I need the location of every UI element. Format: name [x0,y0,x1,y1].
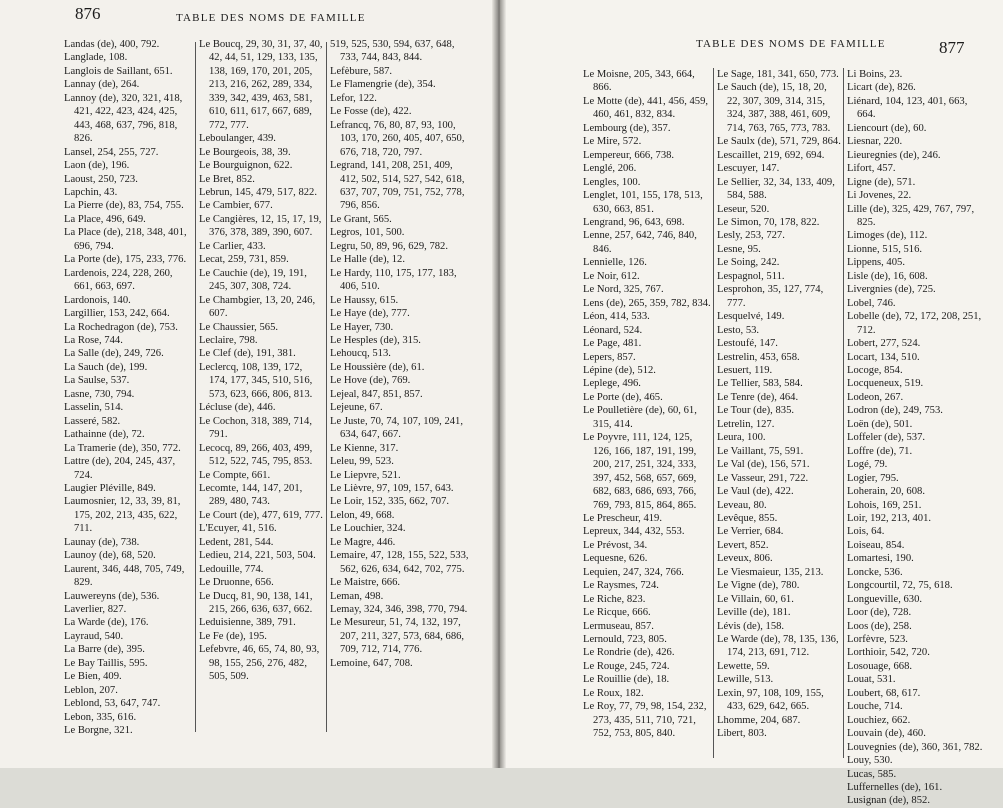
index-entry: Le Cangières, 12, 15, 17, 19, 376, 378, 389, 390, 607. [199,213,322,239]
index-entry: Louvegnies (de), 360, 361, 782. [847,741,983,753]
index-entry: Lewille, 513. [717,674,774,686]
index-entry: Lobelle (de), 72, 172, 208, 251, 712. [847,311,982,336]
index-entry: Le Riche, 823. [583,593,646,605]
index-entry: Li Jovenes, 22. [847,190,912,202]
index-entry: Loiseau, 854. [847,539,905,551]
index-entry: Le Borgne, 321. [64,725,133,737]
index-entry: La Porte (de), 175, 233, 776. [64,254,187,266]
index-entry: Lansel, 254, 255, 727. [64,146,159,158]
index-entry: Lapchin, 43. [64,186,118,198]
column-divider [713,68,714,758]
index-entry: Le Fosse (de), 422. [330,106,412,118]
index-entry: Locoge, 854. [847,364,903,376]
index-entry: Le Sauch (de), 15, 18, 20, 22, 307, 309, 314, 315, 324, 387, 388, 461, 609, 714, 763, 765, 773, 783. [717,82,831,134]
index-entry: Leplege, 496. [583,378,641,390]
index-entry: Lisle (de), 16, 608. [847,270,928,282]
index-entry: Leseur, 520. [717,203,770,215]
index-entry: Loffeler (de), 537. [847,432,926,444]
index-entry: Le Halle (de), 12. [330,254,406,266]
index-entry: Lestoufé, 147. [717,338,778,350]
index-entry: Letrelin, 127. [717,418,775,430]
index-column [847,68,987,807]
index-entry: Legros, 101, 500. [330,227,405,239]
index-entry: Lernould, 723, 805. [583,634,667,646]
index-column [199,38,323,768]
index-entry: Lequesne, 626. [583,553,648,565]
index-entry: Lepreux, 344, 432, 553. [583,526,685,538]
index-entry: Lehoucq, 513. [330,348,391,360]
index-entry: Le Noir, 612. [583,270,640,282]
index-entry: Le Raysmes, 724. [583,580,659,592]
index-entry: Lobert, 277, 524. [847,338,921,350]
index-entry: Lobel, 746. [847,297,896,309]
index-entry: Launoy (de), 68, 520. [64,550,156,562]
index-entry: Legru, 50, 89, 96, 629, 782. [330,240,448,252]
index-entry: Lasseré, 582. [64,415,121,427]
right-page [498,0,1003,807]
index-entry: Lécluse (de), 446. [199,402,276,414]
index-entry: Lewette, 59. [717,660,770,672]
column-divider [843,68,844,758]
index-entry: Loubert, 68, 617. [847,687,921,699]
index-entry: Levert, 852. [717,539,769,551]
running-head: TABLE DES NOMS DE FAMILLE [176,12,366,24]
index-entry: Le Prescheur, 419. [583,512,663,524]
index-entry: Launay (de), 738. [64,536,140,548]
index-entry: Le Mire, 572. [583,136,642,148]
index-entry: Lesuert, 119. [717,364,773,376]
index-entry: Limoges (de), 112. [847,230,928,242]
index-entry: Louy, 530. [847,755,893,767]
index-entry: Lenne, 257, 642, 746, 840, 846. [583,230,697,255]
running-head: TABLE DES NOMS DE FAMILLE [696,38,886,50]
index-entry: Lebon, 335, 616. [64,711,137,723]
index-entry: Le Roy, 77, 79, 98, 154, 232, 273, 435, 511, 710, 721, 752, 753, 805, 840. [583,701,707,740]
index-entry: Li Boins, 23. [847,69,903,80]
index-entry: Le Court (de), 477, 619, 777. [199,509,323,521]
index-entry: Leleu, 99, 523. [330,456,394,468]
index-entry: Lennielle, 126. [583,257,647,269]
index-entry: Leduisienne, 389, 791. [199,617,296,629]
book-gutter [492,0,506,768]
left-page [0,0,498,768]
index-entry: Le Fe (de), 195. [199,630,267,642]
index-entry: Leveux, 806. [717,553,773,565]
index-entry: Le Poyvre, 111, 124, 125, 126, 166, 187, 191, 199, 200, 217, 251, 324, 333, 397, 452, 568, 657, 669, 682, 683, 686, 693, 766, 769, 793, 815, 864, 865. [583,432,697,511]
index-entry: Lemay, 324, 346, 398, 770, 794. [330,604,468,616]
index-entry: Le Boucq, 29, 30, 31, 37, 40, 42, 44, 51, 129, 133, 135, 138, 169, 170, 201, 205, 213, 216, 262, 289, 334, 339, 342, 439, 463, 581, 610, 611, 617, 667, 689, 772, 777. [199,39,323,131]
index-entry: Le Haye (de), 777. [330,308,410,320]
index-entry: Lille (de), 325, 429, 767, 797, 825. [847,203,975,228]
index-entry: Le Hesples (de), 315. [330,334,421,346]
index-entry: Lengles, 100. [583,176,641,188]
index-entry: Le Prévost, 34. [583,539,648,551]
index-entry: La Salle (de), 249, 726. [64,348,164,360]
index-entry: Ledent, 281, 544. [199,536,274,548]
index-entry: Le Haussy, 615. [330,294,399,306]
page-number: 876 [75,4,101,23]
index-entry: Lebrun, 145, 479, 517, 822. [199,186,317,198]
index-entry: Lesne, 95. [717,243,761,255]
index-entry: Lannoy (de), 320, 321, 418, 421, 422, 423, 424, 425, 443, 468, 637, 796, 818, 826. [64,92,183,145]
index-entry: Le Juste, 70, 74, 107, 109, 241, 634, 647, 667. [330,415,464,441]
index-entry: Le Louchier, 324. [330,523,406,535]
index-entry: La Rochedragon (de), 753. [64,321,178,333]
index-entry: Le Hove (de), 769. [330,375,411,387]
index-entry: Le Bay Taillis, 595. [64,657,148,669]
index-entry: Le Houssière (de), 61. [330,361,425,373]
index-entry: Le Clef (de), 191, 381. [199,348,296,360]
index-entry: Le Bret, 852. [199,173,255,185]
index-entry: Le Vasseur, 291, 722. [717,472,809,484]
index-entry: Libert, 803. [717,728,767,740]
index-entry: Lannay (de), 264. [64,79,140,91]
index-entry: Lois, 64. [847,526,885,538]
index-entry: Léonard, 524. [583,324,643,336]
index-entry: Leblon, 207. [64,684,118,696]
index-entry: 519, 525, 530, 594, 637, 648, 733, 744, 843, 844. [330,39,455,64]
index-entry: Lestrelin, 453, 658. [717,351,800,363]
index-entry: Le Moisne, 205, 343, 664, 866. [583,69,695,94]
index-entry: La Warde (de), 176. [64,617,149,629]
index-entry: Loir, 192, 213, 401. [847,512,932,524]
index-entry: Losouage, 668. [847,660,913,672]
index-entry: Le Val (de), 156, 571. [717,459,810,471]
index-entry: Le Rouillie (de), 18. [583,674,670,686]
index-entry: Laumosnier, 12, 33, 39, 81, 175, 202, 213, 435, 622, 711. [64,496,181,535]
index-entry: Le Motte (de), 441, 456, 459, 460, 461, 832, 834. [583,95,709,121]
index-entry: Le Tenre (de), 464. [717,391,799,403]
index-entry: Lionne, 515, 516. [847,243,923,255]
index-entry: Lippens, 405. [847,257,905,269]
index-entry: La Sauch (de), 199. [64,361,148,373]
index-entry: Le Tour (de), 835. [717,405,795,417]
index-entry: Lusignan (de), 852. [847,795,930,807]
index-entry: Le Mesureur, 51, 74, 132, 197, 207, 211, 327, 573, 684, 686, 709, 712, 714, 776. [330,617,465,656]
index-entry: Le Chambgier, 13, 20, 246, 607. [199,294,316,320]
index-entry: Lauwereyns (de), 536. [64,590,160,602]
index-entry: Le Saulx (de), 571, 729, 864. [717,136,841,148]
index-entry: Longcourtil, 72, 75, 618. [847,580,953,592]
index-entry: Lermuseau, 857. [583,620,654,632]
index-entry: Liesnar, 220. [847,136,903,148]
index-entry: Lohois, 169, 251. [847,499,922,511]
index-entry: Liénard, 104, 123, 401, 663, 664. [847,95,968,121]
index-entry: Luffernelles (de), 161. [847,782,943,794]
index-entry: Lembourg (de), 357. [583,122,671,134]
index-entry: Le Loir, 152, 335, 662, 707. [330,496,450,508]
index-entry: Le Maistre, 666. [330,577,401,589]
index-entry: Le Nord, 325, 767. [583,284,664,296]
index-entry: La Tramerie (de), 350, 772. [64,442,181,454]
index-entry: Loherain, 20, 608. [847,486,925,498]
column-divider [326,42,327,732]
index-entry: Ligne (de), 571. [847,176,916,188]
index-entry: Lucas, 585. [847,768,897,780]
index-entry: Le Roux, 182. [583,687,644,699]
index-entry: Loffre (de), 71. [847,445,913,457]
index-entry: Lardonois, 140. [64,294,131,306]
index-entry: Lardenois, 224, 228, 260, 661, 663, 697. [64,267,173,293]
index-entry: Le Warde (de), 78, 135, 136, 174, 213, 691, 712. [717,634,839,659]
index-entry: La Place (de), 218, 348, 401, 696, 794. [64,227,187,252]
index-entry: Lefrancq, 76, 80, 87, 93, 100, 103, 170, 260, 405, 407, 650, 676, 718, 720, 797. [330,119,465,158]
index-entry: Le Flamengrie (de), 354. [330,79,436,91]
index-entry: Le Verrier, 684. [717,526,784,538]
index-entry: Le Magre, 446. [330,536,396,548]
index-entry: Lejeal, 847, 851, 857. [330,388,423,400]
index-entry: Le Bourgeois, 38, 39. [199,146,291,158]
index-entry: Ledouille, 774. [199,563,264,575]
index-entry: Le Ducq, 81, 90, 138, 141, 215, 266, 636, 637, 662. [199,590,313,616]
index-entry: Le Lièvre, 97, 109, 157, 643. [330,482,454,494]
index-entry: Le Bien, 409. [64,671,122,683]
index-entry: Louchiez, 662. [847,714,911,726]
index-entry: Leclaire, 798. [199,334,258,346]
index-entry: Leura, 100. [717,432,766,444]
index-entry: Lenglet, 101, 155, 178, 513, 630, 663, 851. [583,190,703,215]
index-entry: Le Kienne, 317. [330,442,399,454]
index-entry: Le Tellier, 583, 584. [717,378,803,390]
index-entry: Le Hardy, 110, 175, 177, 183, 406, 510. [330,267,457,293]
index-entry: Lengrand, 96, 643, 698. [583,216,685,228]
index-entry: Lempereur, 666, 738. [583,149,675,161]
index-column [583,68,711,768]
index-entry: Leblond, 53, 647, 747. [64,698,161,710]
index-entry: Laverlier, 827. [64,604,127,616]
index-entry: Leman, 498. [330,590,384,602]
index-entry: Logé, 79. [847,459,888,471]
index-entry: Le Poulletière (de), 60, 61, 315, 414. [583,405,697,430]
index-entry: Lattre (de), 204, 245, 437, 724. [64,456,176,481]
index-entry: Le Rouge, 245, 724. [583,660,670,672]
index-entry: La Rose, 744. [64,334,123,346]
index-entry: Louat, 531. [847,674,896,686]
index-entry: Longueville, 630. [847,593,923,605]
index-entry: Le Compte, 661. [199,469,271,481]
index-entry: Le Ricque, 666. [583,607,651,619]
index-entry: Le Liepvre, 521. [330,469,401,481]
index-entry: L'Ecuyer, 41, 516. [199,523,277,535]
index-entry: Leboulanger, 439. [199,133,276,145]
index-entry: Lieuregnies (de), 246. [847,149,941,161]
index-column [330,38,470,768]
index-entry: Lorfèvre, 523. [847,634,908,646]
index-column [717,68,841,768]
index-entry: Le Hayer, 730. [330,321,394,333]
index-entry: Laon (de), 196. [64,160,130,172]
index-entry: Livergnies (de), 725. [847,284,936,296]
index-entry: Landas (de), 400, 792. [64,39,160,50]
index-entry: Lecomte, 144, 147, 201, 289, 480, 743. [199,482,303,508]
index-entry: Le Grant, 565. [330,213,392,225]
index-entry: Langlade, 108. [64,52,128,64]
index-entry: Lesquelvé, 149. [717,311,785,323]
column-divider [195,42,196,732]
index-entry: Licart (de), 826. [847,82,916,94]
index-entry: Lens (de), 265, 359, 782, 834. [583,297,711,309]
index-entry: Le Chaussier, 565. [199,321,279,333]
index-entry: Lemoine, 647, 708. [330,657,413,669]
index-entry: Le Page, 481. [583,338,642,350]
index-entry: Lescaillet, 219, 692, 694. [717,149,825,161]
index-entry: Lasselin, 514. [64,402,124,414]
index-entry: Le Cambier, 677. [199,200,273,212]
index-entry: Lemaire, 47, 128, 155, 522, 533, 562, 626, 634, 642, 702, 775. [330,550,469,575]
index-entry: Léon, 414, 533. [583,311,650,323]
index-entry: Le Rondrie (de), 426. [583,647,675,659]
index-entry: Locqueneux, 519. [847,378,924,390]
index-entry: La Saulse, 537. [64,375,130,387]
index-entry: Lefebvre, 46, 65, 74, 80, 93, 98, 155, 256, 276, 482, 505, 509. [199,644,320,683]
index-entry: Lodeon, 267. [847,391,904,403]
index-entry: Lescuyer, 147. [717,163,780,175]
index-column [64,38,192,768]
index-entry: Lépine (de), 512. [583,364,656,376]
index-entry: La Pierre (de), 83, 754, 755. [64,200,184,212]
index-entry: Le Sellier, 32, 34, 133, 409, 584, 588. [717,176,835,202]
index-entry: Ledieu, 214, 221, 503, 504. [199,550,316,562]
index-entry: Lejeune, 67. [330,402,383,414]
index-entry: Lévis (de), 158. [717,620,785,632]
index-entry: Lespagnol, 511. [717,270,785,282]
index-entry: Laurent, 346, 448, 705, 749, 829. [64,563,185,589]
index-entry: Loos (de), 258. [847,620,912,632]
index-entry: Le Druonne, 656. [199,577,274,589]
index-entry: Lefèbure, 587. [330,65,393,77]
index-entry: Lomartesi, 190. [847,553,914,565]
index-entry: Le Carlier, 433. [199,240,266,252]
index-entry: Laugier Pléville, 849. [64,482,156,494]
index-entry: Langlois de Saillant, 651. [64,65,173,77]
index-entry: Lecocq, 89, 266, 403, 499, 512, 522, 745, 795, 853. [199,442,313,468]
index-entry: Lepers, 857. [583,351,636,363]
index-entry: Le Viesmaieur, 135, 213. [717,566,824,578]
index-entry: Louvain (de), 460. [847,728,926,740]
index-entry: Le Cochon, 318, 389, 714, 791. [199,415,312,441]
index-entry: La Barre (de), 395. [64,644,145,656]
index-entry: Le Vaillant, 75, 591. [717,445,804,457]
index-entry: Le Simon, 70, 178, 822. [717,216,820,228]
index-entry: Leclercq, 108, 139, 172, 174, 177, 345, 510, 516, 573, 623, 666, 806, 813. [199,361,313,400]
index-entry: Loncke, 536. [847,566,903,578]
index-entry: Le Villain, 60, 61. [717,593,794,605]
index-entry: Largillier, 153, 242, 664. [64,308,170,320]
index-entry: Le Soing, 242. [717,257,780,269]
index-entry: Laoust, 250, 723. [64,173,138,185]
index-entry: Layraud, 540. [64,630,124,642]
index-entry: Lexin, 97, 108, 109, 155, 433, 629, 642, 665. [717,687,824,713]
index-entry: Lifort, 457. [847,163,896,175]
index-entry: Louche, 714. [847,701,903,713]
index-entry: Leveau, 80. [717,499,767,511]
index-entry: Le Porte (de), 465. [583,391,663,403]
index-entry: Loën (de), 501. [847,418,913,430]
index-entry: Lathainne (de), 72. [64,429,145,441]
index-entry: Lequien, 247, 324, 766. [583,566,684,578]
index-entry: Lesprohon, 35, 127, 774, 777. [717,284,824,309]
page-number: 877 [939,38,965,57]
index-entry: Le Cauchie (de), 19, 191, 245, 307, 308, 724. [199,267,307,293]
index-entry: Locart, 134, 510. [847,351,920,363]
index-entry: Levêque, 855. [717,512,778,524]
index-entry: Liencourt (de), 60. [847,122,927,134]
index-entry: Le Vaul (de), 422. [717,486,794,498]
index-entry: Le Vigne (de), 780. [717,580,800,592]
index-entry: Lhomme, 204, 687. [717,714,801,726]
index-entry: Le Sage, 181, 341, 650, 773. [717,69,839,80]
index-entry: Loor (de), 728. [847,607,912,619]
index-entry: Leville (de), 181. [717,607,791,619]
index-entry: Lesto, 53. [717,324,760,336]
index-entry: La Place, 496, 649. [64,213,146,225]
index-entry: Lorthioir, 542, 720. [847,647,930,659]
index-entry: Logier, 795. [847,472,899,484]
index-entry: Lelon, 49, 668. [330,509,395,521]
index-entry: Lefor, 122. [330,92,377,104]
index-entry: Lesly, 253, 727. [717,230,785,242]
index-entry: Le Bourguignon, 622. [199,160,293,172]
index-entry: Legrand, 141, 208, 251, 409, 412, 502, 514, 527, 542, 618, 637, 707, 709, 751, 752, 778, 796, 856. [330,160,465,212]
index-entry: Lasne, 730, 794. [64,388,135,400]
index-entry: Lenglé, 206. [583,163,637,175]
index-entry: Lecat, 259, 731, 859. [199,254,289,266]
index-entry: Lodron (de), 249, 753. [847,405,943,417]
